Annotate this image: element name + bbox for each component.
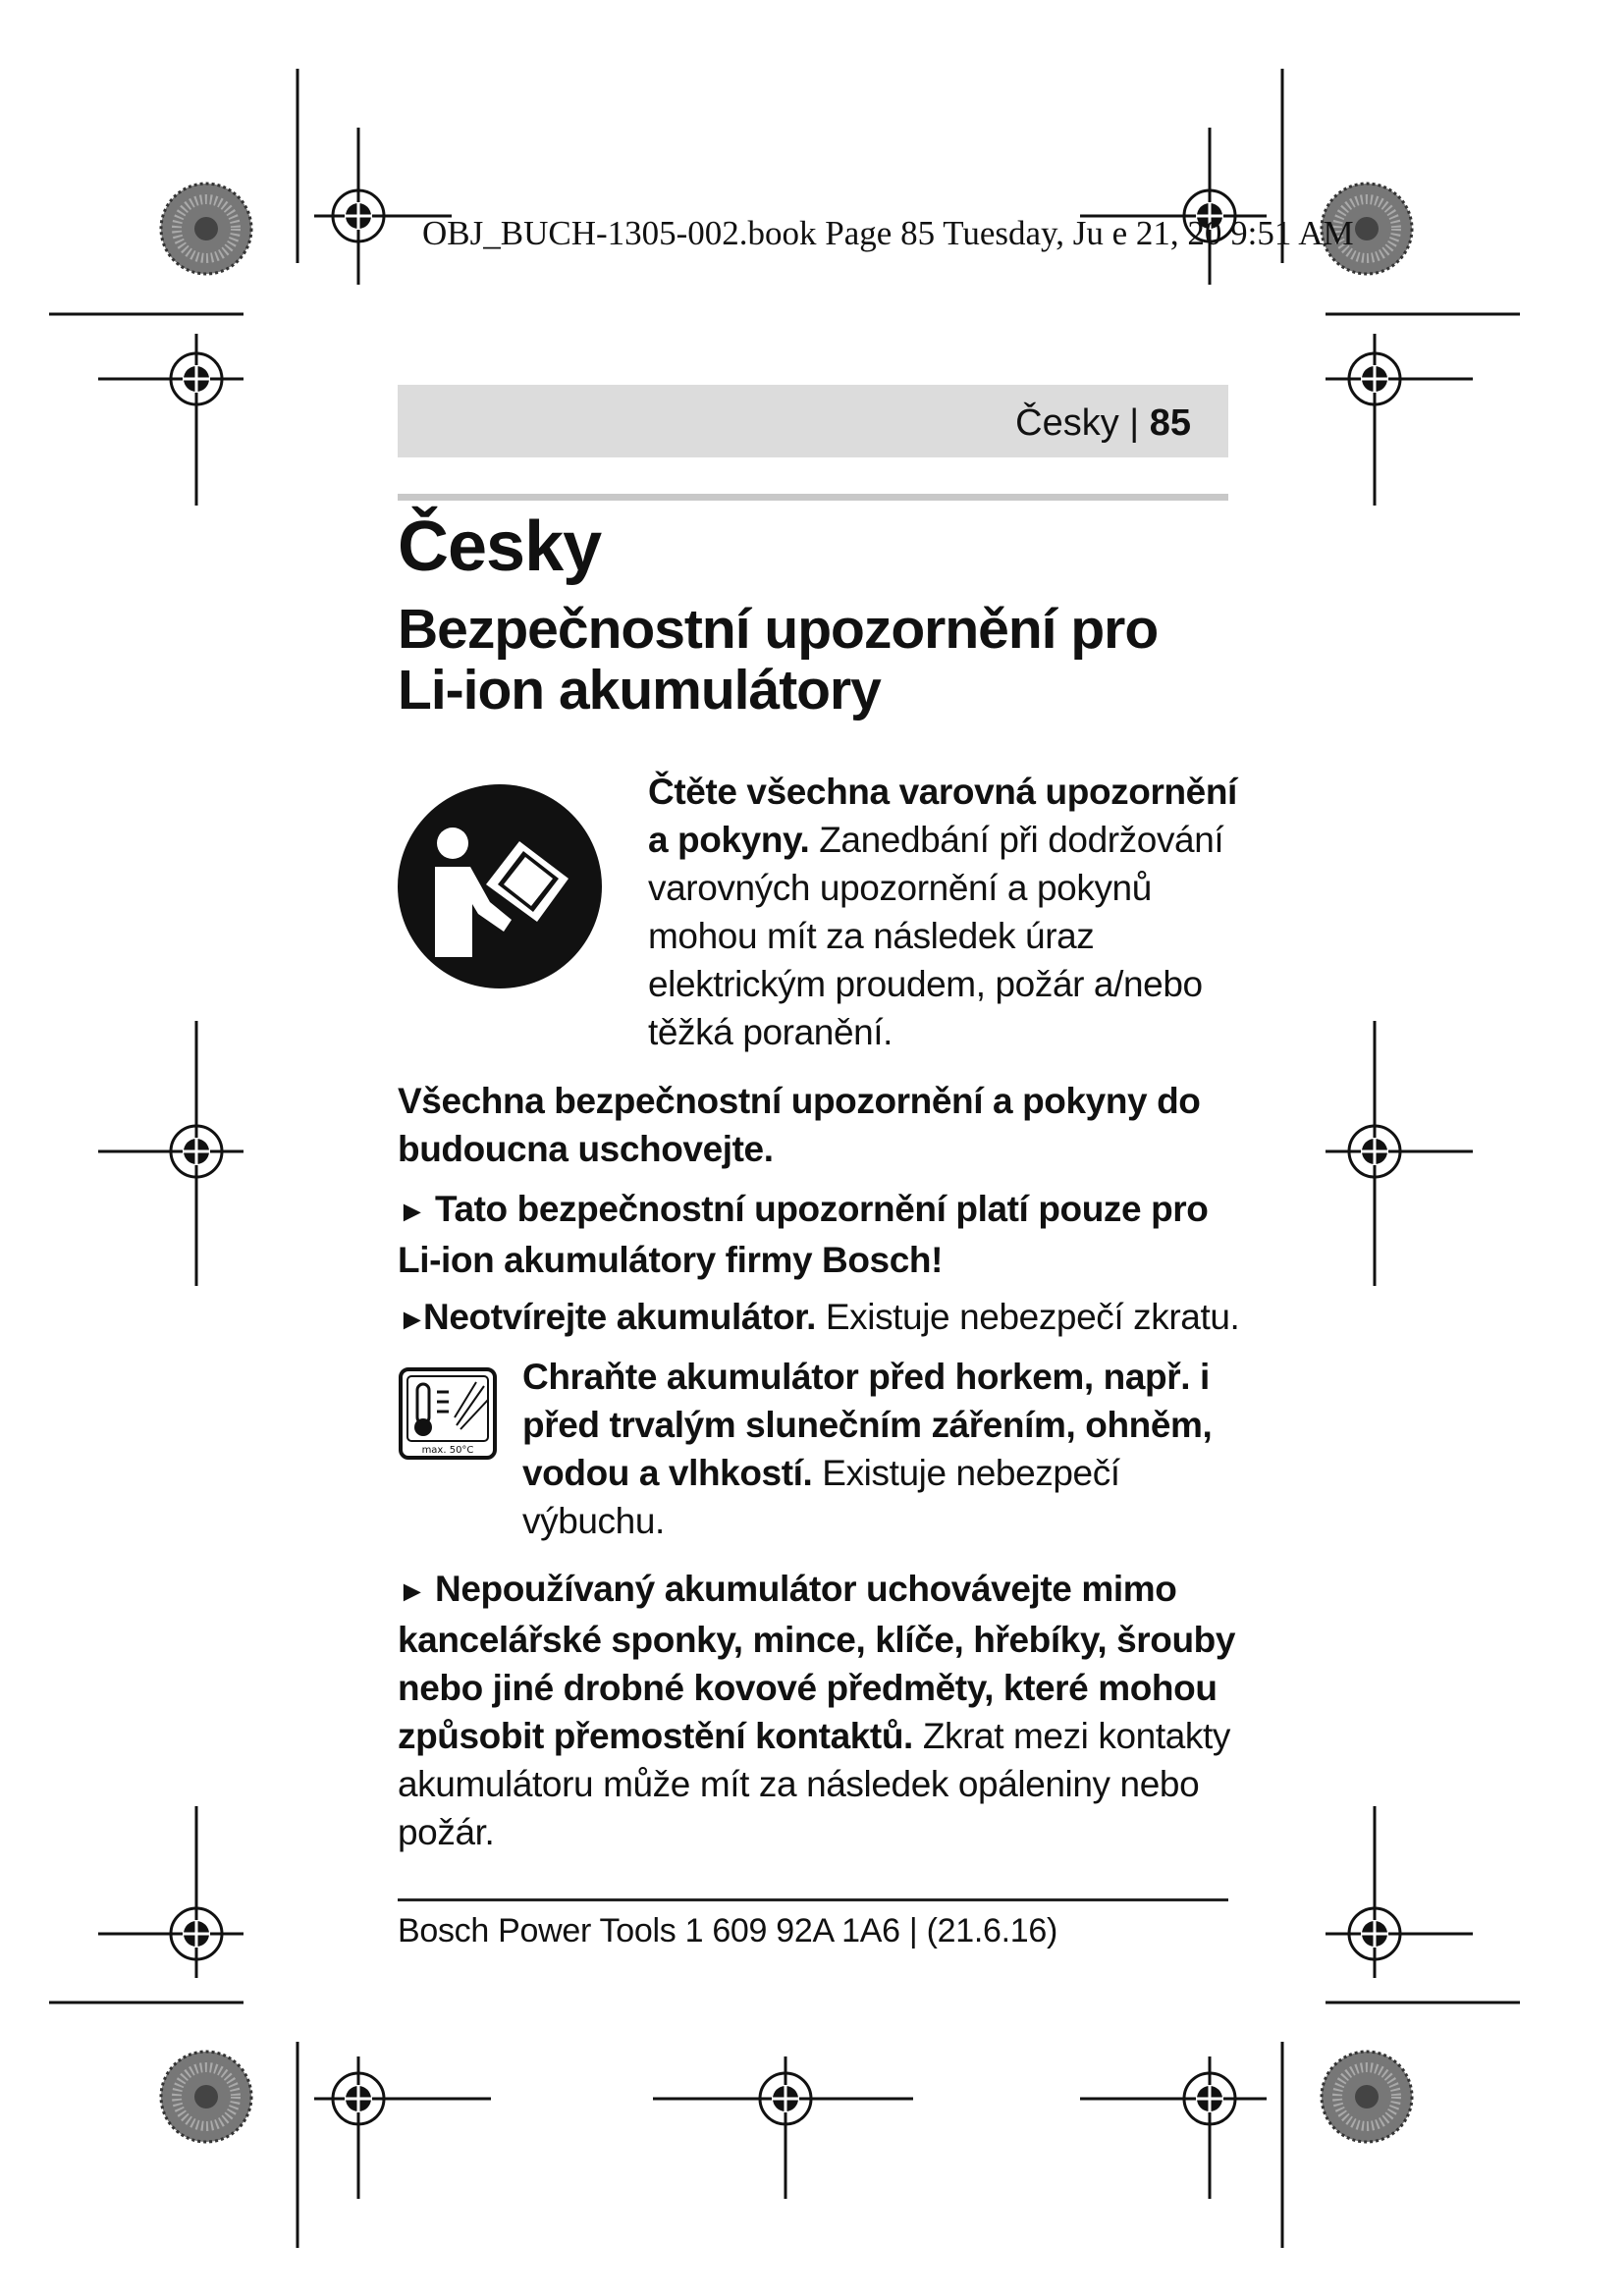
printer-registration-mark-icon [653, 2056, 913, 2199]
color-wheel-icon [161, 2052, 251, 2142]
printer-registration-mark-icon [1080, 128, 1267, 285]
subtitle-line: Li-ion akumulátory [398, 659, 881, 721]
bullet-arrow-icon: ► [398, 1304, 427, 1336]
bullet-item [398, 1565, 1242, 1856]
heat-warning-bold: Chraňte akumulátor před horkem, např. i před trvalým slunečním zářením, ohněm, vodou a vlhkostí. [522, 1357, 1213, 1493]
printer-registration-mark-icon [1326, 1021, 1473, 1286]
page-number: 85 [1149, 402, 1191, 444]
bullet-bold-text: Nepoužívaný akumulátor uchovávejte mimo kancelářské sponky, mince, klíče, hřebíky, šrouby nebo jiné drobné kovové předměty, které mohou způsobit přemostění kontaktů. [398, 1569, 1236, 1756]
language-bar [398, 385, 1228, 457]
read-instructions-bold: Čtěte všechna varovná upozornění a pokyny. [648, 772, 1237, 860]
section-title: Česky [398, 507, 602, 586]
header-rule [398, 494, 1228, 501]
printer-registration-mark-icon [98, 1806, 244, 1978]
heat-warning-text: Existuje nebezpečí výbuchu. [522, 1453, 1120, 1541]
printer-registration-mark-icon [1326, 1806, 1473, 1978]
printer-registration-mark-icon [314, 2056, 491, 2199]
keep-instructions-paragraph [398, 1077, 1237, 1173]
bullet-item [398, 1185, 1242, 1284]
bullet-text: Zkrat mezi kontakty akumulátoru může mít za následek opáleniny nebo požár. [398, 1716, 1230, 1852]
bullet-item [398, 1293, 1242, 1344]
language-separator: | [1118, 402, 1150, 444]
bullet-arrow-icon: ► [398, 1575, 427, 1608]
language-bar-text [1015, 402, 1191, 445]
page-subtitle [398, 599, 1242, 721]
bullet-arrow-icon: ► [398, 1196, 427, 1228]
read-instructions-paragraph [648, 768, 1237, 1056]
bullet-bold-text: Neotvírejte akumulátor. [423, 1297, 816, 1337]
keep-instructions-text: Všechna bezpečnostní upozornění a pokyny do budoucna uschovejte. [398, 1081, 1201, 1169]
printer-registration-mark-icon [314, 128, 452, 285]
printer-registration-mark-icon [98, 334, 244, 506]
heat-icon-label: max. 50°C [421, 1445, 474, 1456]
footer-rule [398, 1898, 1228, 1901]
heat-warning-paragraph [522, 1353, 1239, 1545]
bullet-bold-text: Tato bezpečnostní upozornění platí pouze pro Li-ion akumulátory firmy Bosch! [398, 1189, 1209, 1280]
heat-warning-icon [398, 1366, 498, 1461]
language-label: Česky [1015, 402, 1119, 444]
footer-text: Bosch Power Tools 1 609 92A 1A6 | (21.6.16) [398, 1912, 1057, 1949]
color-wheel-icon [1322, 2052, 1412, 2142]
bullet-text: Existuje nebezpečí zkratu. [816, 1297, 1240, 1337]
read-manual-icon [396, 782, 604, 990]
color-wheel-icon [161, 184, 251, 274]
printer-registration-mark-icon [98, 1021, 244, 1286]
subtitle-line: Bezpečnostní upozornění pro [398, 598, 1159, 661]
read-instructions-text: Zanedbání při dodržování varovných upozornění a pokynů mohou mít za následek úraz elektrickým proudem, požár a/nebo těžká poranění. [648, 820, 1224, 1052]
book-header-line: OBJ_BUCH-1305-002.book Page 85 Tuesday, Ju e 21, 20 9:51 AM [422, 214, 1354, 252]
printer-registration-mark-icon [1080, 2056, 1267, 2199]
printer-registration-mark-icon [1326, 334, 1473, 506]
